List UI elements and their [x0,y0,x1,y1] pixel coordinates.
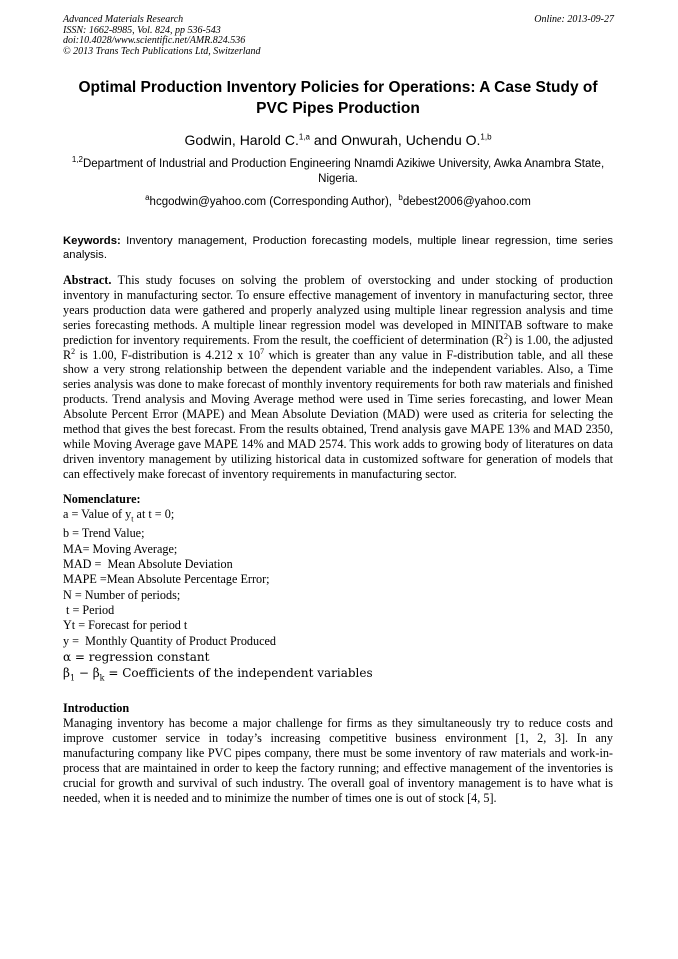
nomenclature-item: N = Number of periods; [63,587,181,602]
journal-copyright: © 2013 Trans Tech Publications Ltd, Switzerland [63,45,261,57]
journal-issn: ISSN: 1662-8985, Vol. 824, pp 536-543 [63,24,221,36]
journal-header [63,15,613,57]
email-b[interactable]: debest2006@yahoo.com [402,196,531,208]
nomenclature-beta-1-sub: 1 [69,673,76,683]
abstract-text-1: This study focuses on solving the problem of overstocking and under stocking of production inventory in manufacturing sector. To ensure effective management of inventory in manufacturing sector, three years production data were gathered and properly analyzed using multiple linear regression analysis and time series forecasting methods. A multiple linear regression model was developed in MINITAB software to make prediction for inventory requirements. From the result, the coefficient of determination (R [63,273,613,347]
author-line [63,131,613,149]
keywords [63,234,613,262]
introduction-heading: Introduction [63,701,130,716]
keywords-label: Keywords: [63,235,121,247]
email-a[interactable]: hcgodwin@yahoo.com (Corresponding Author), [149,196,392,208]
nomenclature-item: y = Monthly Quantity of Product Produced [63,633,277,648]
author-godwin-sup: 1,a [298,132,310,142]
nomenclature-a-pre: a = Value of y [63,506,132,521]
abstract-sup-1: 2 [503,331,508,341]
paper-title: Optimal Production Inventory Policies for Operations: A Case Study of PVC Pipes Production [78,79,598,117]
nomenclature-beta-def: = Coefficients of the independent variables [104,666,373,681]
nomenclature-item: t = Period [63,602,115,617]
nomenclature-heading: Nomenclature: [63,491,141,506]
nomenclature-beta-k-sub: k [99,673,105,683]
keywords-text: Inventory management, Production forecasting models, multiple linear regression, time series analysis. [63,235,613,261]
nomenclature-item: Yt = Forecast for period t [63,618,188,633]
online-date: Online: 2013-09-27 [534,14,614,25]
author-onwurah-sup: 1,b [480,132,492,142]
nomenclature-item: MAPE =Mean Absolute Percentage Error; [63,572,270,587]
nomenclature-item [63,507,613,527]
nomenclature-item: MAD = Mean Absolute Deviation [63,557,233,572]
nomenclature-item [63,665,613,687]
nomenclature-beta-k: − β [75,666,100,681]
nomenclature-a-sub: t [131,514,134,524]
author-connector: and [309,132,342,148]
affiliation-sup: 1,2 [71,155,83,165]
nomenclature-item: b = Trend Value; [63,526,145,541]
nomenclature-list [63,507,613,688]
introduction-text: Managing inventory has become a major challenge for firms as they simultaneously try to reduce costs and improve customer service in today’s increasing competitive business environment [1, 2, 3]. In any manufacturing company like PVC pipes company, there must be some inventory of raw materials and work-in-process that are maintained in order to keep the factory running; and effective management of the inventories is crucial for growth and survival of such industry. The overall goal of inventory management is to have what is needed, when it is needed and to minimize the number of times one is out of stock [4, 5]. [63,716,613,806]
nomenclature-beta-1: β [63,666,70,681]
author-emails [63,195,613,210]
abstract-sup-2: 2 [71,346,76,356]
nomenclature-a-post: at t = 0; [133,506,175,521]
abstract-text-4: which is greater than any value in F-distribution table, and all these show a very strong relationship between the dependent variable and the independent variables. Also, a Time series analysis was done to make forecast of monthly inventory requirements for both raw materials and finished products. Trend analysis and Moving Average method were used in Time series forecasting, and lower Mean Absolute Percent Error (MAPE) and Mean Absolute Deviation (MAD) were used as criteria for selecting the method that gives the best forecast. From the results obtained, Trend analysis gave MAPE 13% and MAD 2350, while Moving Average gave MAPE 14% and MAD 2574. This work adds to growing body of literatures on data driven inventory management by utilizing historical data in customized software for generation of models that can effectively make forecast of inventory requirements in manufacturing sector. [63,347,614,481]
abstract-sup-3: 7 [260,346,265,356]
abstract-text-3: is 1.00, F-distribution is 4.212 x 10 [75,347,261,362]
abstract-label: Abstract. [63,273,112,287]
author-godwin: Godwin, Harold C. [184,132,299,148]
author-onwurah: Onwurah, Uchendu O. [341,132,481,148]
journal-name: Advanced Materials Research [63,14,184,25]
affiliation [61,157,615,187]
paper-page [63,15,613,806]
affiliation-text: Department of Industrial and Production Engineering Nnamdi Azikiwe University, Awka Anambra State, Nigeria. [82,158,605,185]
abstract [63,273,613,482]
abstract-text-2: ) is 1.00, the adjusted R [63,332,613,362]
nomenclature-item: MA= Moving Average; [63,541,178,556]
nomenclature-item: α = regression constant [63,649,210,664]
email-b-sup: b [398,193,403,203]
journal-doi: doi:10.4028/www.scientific.net/AMR.824.536 [63,35,246,46]
email-a-sup: a [145,193,150,203]
